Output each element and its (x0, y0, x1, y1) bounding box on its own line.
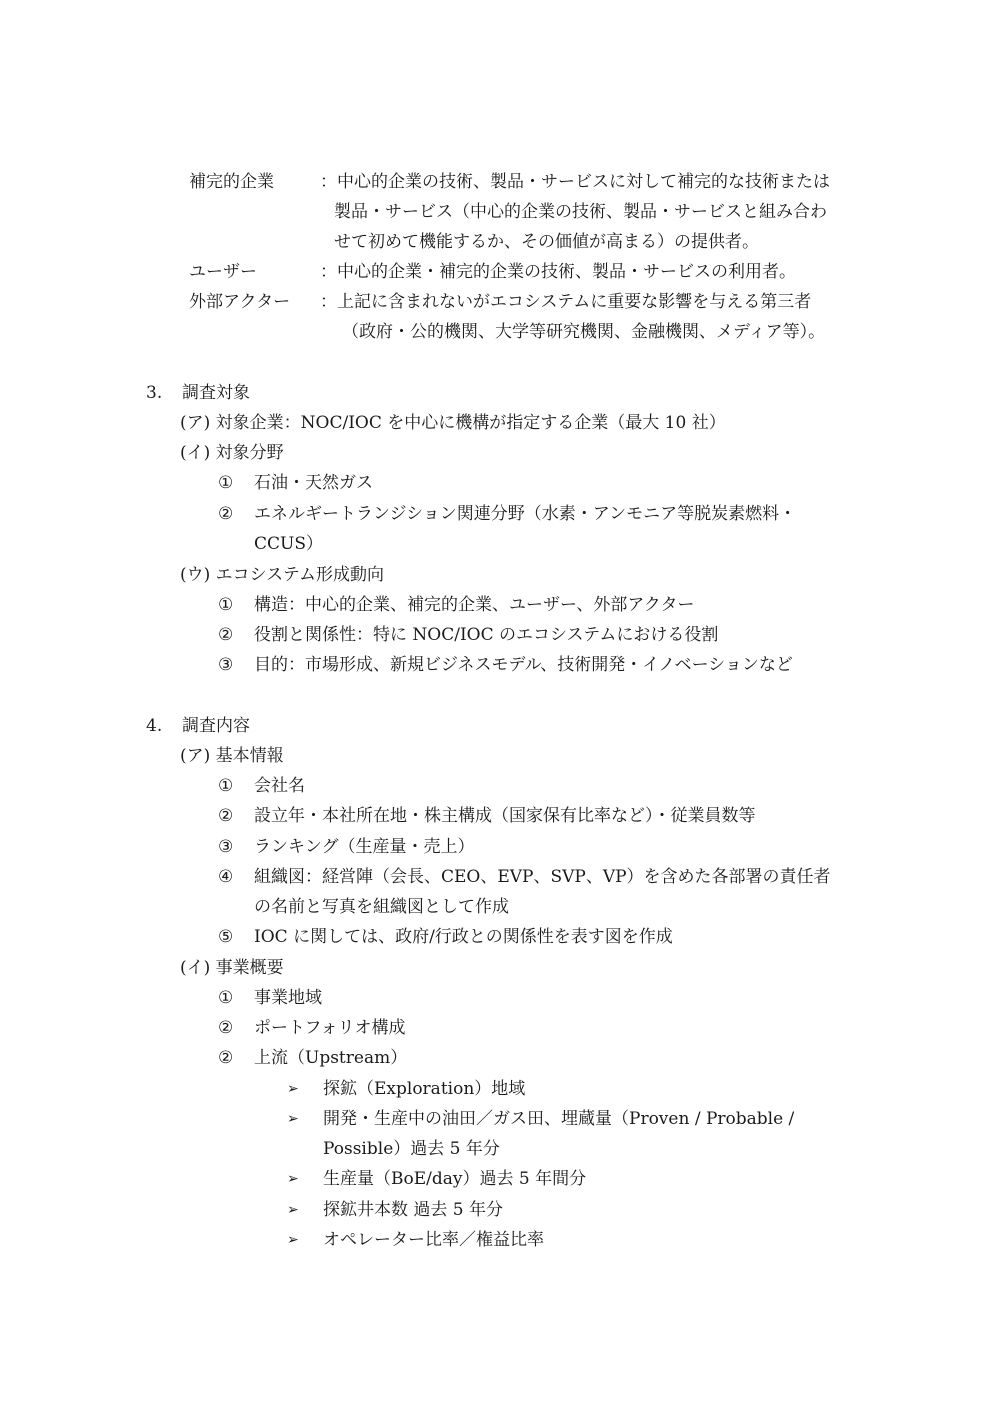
section-number: 4. (146, 716, 163, 736)
list-item-continued: の名前と写真を組織図として作成 (254, 897, 509, 917)
list-number: ① (218, 988, 234, 1008)
arrow-bullet-icon: ➢ (287, 1111, 299, 1127)
definition-text: （政府・公的機関、大学等研究機関、金融機関、メディア等）。 (342, 322, 826, 342)
list-number: ① (218, 776, 234, 796)
list-number: ② (218, 625, 234, 645)
list-number: ② (218, 1048, 234, 1068)
bullet-item: オペレーター比率／権益比率 (323, 1230, 544, 1250)
bullet-item: 探鉱井本数 過去 5 年分 (323, 1200, 504, 1220)
list-item: 会社名 (254, 776, 305, 796)
definition-term: ユーザー (189, 262, 257, 282)
arrow-bullet-icon: ➢ (287, 1171, 299, 1187)
definition-text: ：上記に含まれないがエコシステムに重要な影響を与える第三者 (320, 292, 812, 312)
section-number: 3. (146, 383, 163, 403)
list-number: ② (218, 1018, 234, 1038)
subsection-heading: (イ) 対象分野 (180, 443, 284, 463)
list-number: ① (218, 595, 234, 615)
bullet-item: 開発・生産中の油田／ガス田、埋蔵量（Proven / Probable / (323, 1109, 795, 1129)
definition-term: 補完的企業 (189, 172, 274, 192)
list-item: 事業地域 (254, 988, 322, 1008)
definition-text: ：中心的企業・補完的企業の技術、製品・サービスの利用者。 (320, 262, 796, 282)
list-item: 目的：市場形成、新規ビジネスモデル、技術開発・イノベーションなど (254, 655, 793, 675)
arrow-bullet-icon: ➢ (287, 1081, 299, 1097)
arrow-bullet-icon: ➢ (287, 1202, 299, 1218)
section-title: 調査内容 (182, 716, 250, 736)
list-item: 構造：中心的企業、補完的企業、ユーザー、外部アクター (254, 595, 695, 615)
list-item: IOC に関しては、政府/行政との関係性を表す図を作成 (254, 927, 673, 947)
list-item: 組織図：経営陣（会長、CEO、EVP、SVP、VP）を含めた各部署の責任者 (254, 867, 831, 887)
subsection-heading: (ア) 基本情報 (180, 746, 284, 766)
arrow-bullet-icon: ➢ (287, 1232, 299, 1248)
definition-text: せて初めて機能するか、その価値が高まる）の提供者。 (334, 232, 759, 252)
subsection-heading: (イ) 事業概要 (180, 958, 284, 978)
list-item: エネルギートランジション関連分野（水素・アンモニア等脱炭素燃料・ (254, 504, 797, 524)
list-item: 上流（Upstream） (254, 1048, 408, 1068)
definition-text: ：中心的企業の技術、製品・サービスに対して補完的な技術または (320, 172, 830, 192)
list-item: 役割と関係性：特に NOC/IOC のエコシステムにおける役割 (254, 625, 719, 645)
section-title: 調査対象 (182, 383, 250, 403)
list-number: ④ (218, 867, 234, 887)
bullet-item: 生産量（BoE/day）過去 5 年間分 (323, 1169, 587, 1189)
list-item-continued: CCUS） (254, 534, 323, 554)
list-number: ② (218, 806, 234, 826)
list-item: 設立年・本社所在地・株主構成（国家保有比率など）・従業員数等 (254, 806, 756, 826)
list-number: ③ (218, 655, 234, 675)
definition-text: 製品・サービス（中心的企業の技術、製品・サービスと組み合わ (334, 202, 827, 222)
bullet-item-continued: Possible）過去 5 年分 (323, 1139, 500, 1159)
definition-term: 外部アクター (189, 292, 291, 312)
list-number: ③ (218, 837, 234, 857)
list-number: ① (218, 473, 234, 493)
subsection-heading: (ウ) エコシステム形成動向 (180, 565, 384, 585)
list-number: ⑤ (218, 927, 234, 947)
bullet-item: 探鉱（Exploration）地域 (323, 1079, 526, 1099)
list-item: 石油・天然ガス (254, 473, 373, 493)
list-item: ランキング（生産量・売上） (254, 837, 475, 857)
list-number: ② (218, 504, 234, 524)
list-item: ポートフォリオ構成 (254, 1018, 406, 1038)
subsection-heading: (ア) 対象企業：NOC/IOC を中心に機構が指定する企業（最大 10 社） (180, 413, 726, 433)
